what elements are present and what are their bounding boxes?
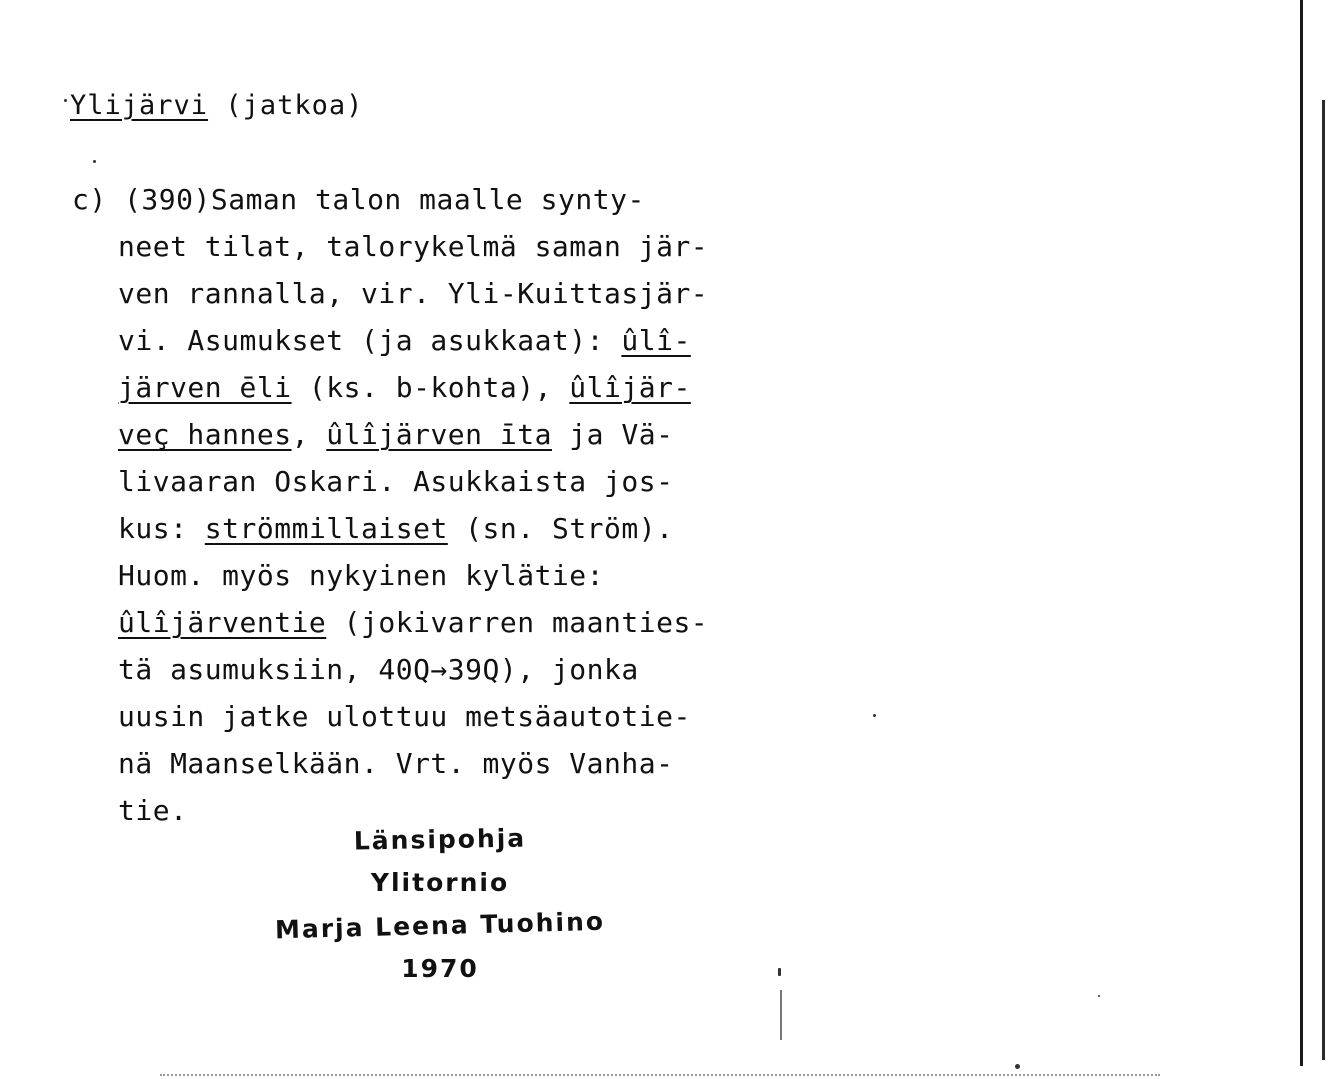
signature-collector: Marja Leena Tuohino — [274, 906, 606, 945]
line-text: kus: — [118, 512, 205, 545]
card-body — [72, 176, 772, 834]
line-text: vi. Asumukset (ja asukkaat): — [118, 324, 622, 357]
speck — [64, 99, 67, 102]
signature-year: 1970 — [401, 954, 479, 983]
signature-region: Länsipohja — [353, 823, 527, 856]
body-line — [72, 740, 772, 787]
speck — [780, 990, 782, 1040]
underlined-term: ûlîjärventie — [118, 606, 327, 639]
card-edge-line — [1300, 0, 1303, 1066]
body-line — [72, 223, 772, 270]
line-text: ven rannalla, vir. Yli-Kuittasjär- — [118, 277, 709, 310]
line-text: uusin jatke ulottuu metsäautotie- — [118, 700, 691, 733]
line-text: Huom. myös nykyinen kylätie: — [118, 559, 605, 592]
line-text: tie. — [118, 794, 188, 827]
line-text: (jokivarren maanties- — [326, 606, 709, 639]
card-bottom-edge — [160, 1074, 1160, 1076]
line-text: nä Maanselkään. Vrt. myös Vanha- — [118, 747, 674, 780]
line-text: c) (390)Saman talon maalle synty- — [72, 183, 645, 216]
underlined-term: veç hannes — [118, 418, 292, 451]
speck — [1015, 1064, 1020, 1069]
card-heading — [70, 90, 363, 121]
heading-suffix: (jatkoa) — [225, 90, 364, 121]
line-text: neet tilat, talorykelmä saman jär- — [118, 230, 709, 263]
line-text: tä asumuksiin, 40Q→39Q), jonka — [118, 653, 639, 686]
body-line — [72, 176, 772, 223]
line-text: , — [291, 418, 327, 451]
underlined-term: ûlîjär- — [569, 371, 691, 404]
body-line — [72, 599, 772, 646]
body-line — [72, 693, 772, 740]
body-line — [72, 317, 772, 364]
speck — [93, 160, 96, 163]
speck — [1098, 995, 1100, 997]
body-line — [72, 552, 772, 599]
body-line — [72, 364, 772, 411]
body-line — [72, 505, 772, 552]
body-line — [72, 411, 772, 458]
body-line — [72, 458, 772, 505]
signature-block — [250, 818, 630, 990]
underlined-term: ûlî- — [621, 324, 691, 357]
underlined-term: strömmillaiset — [204, 512, 448, 545]
line-text: (ks. b-kohta), — [291, 371, 570, 404]
card-edge-line-outer — [1322, 100, 1325, 1060]
underlined-term: ûlîjärven īta — [326, 418, 552, 451]
speck — [873, 714, 876, 717]
line-text: (sn. Ström). — [447, 512, 674, 545]
underlined-term: järven ēli — [118, 371, 292, 404]
body-line — [72, 270, 772, 317]
signature-parish: Ylitornio — [370, 868, 510, 897]
body-line — [72, 646, 772, 693]
speck — [778, 968, 781, 976]
heading-place: Ylijärvi — [70, 90, 209, 121]
line-text: livaaran Oskari. Asukkaista jos- — [118, 465, 674, 498]
line-text: ja Vä- — [551, 418, 674, 451]
